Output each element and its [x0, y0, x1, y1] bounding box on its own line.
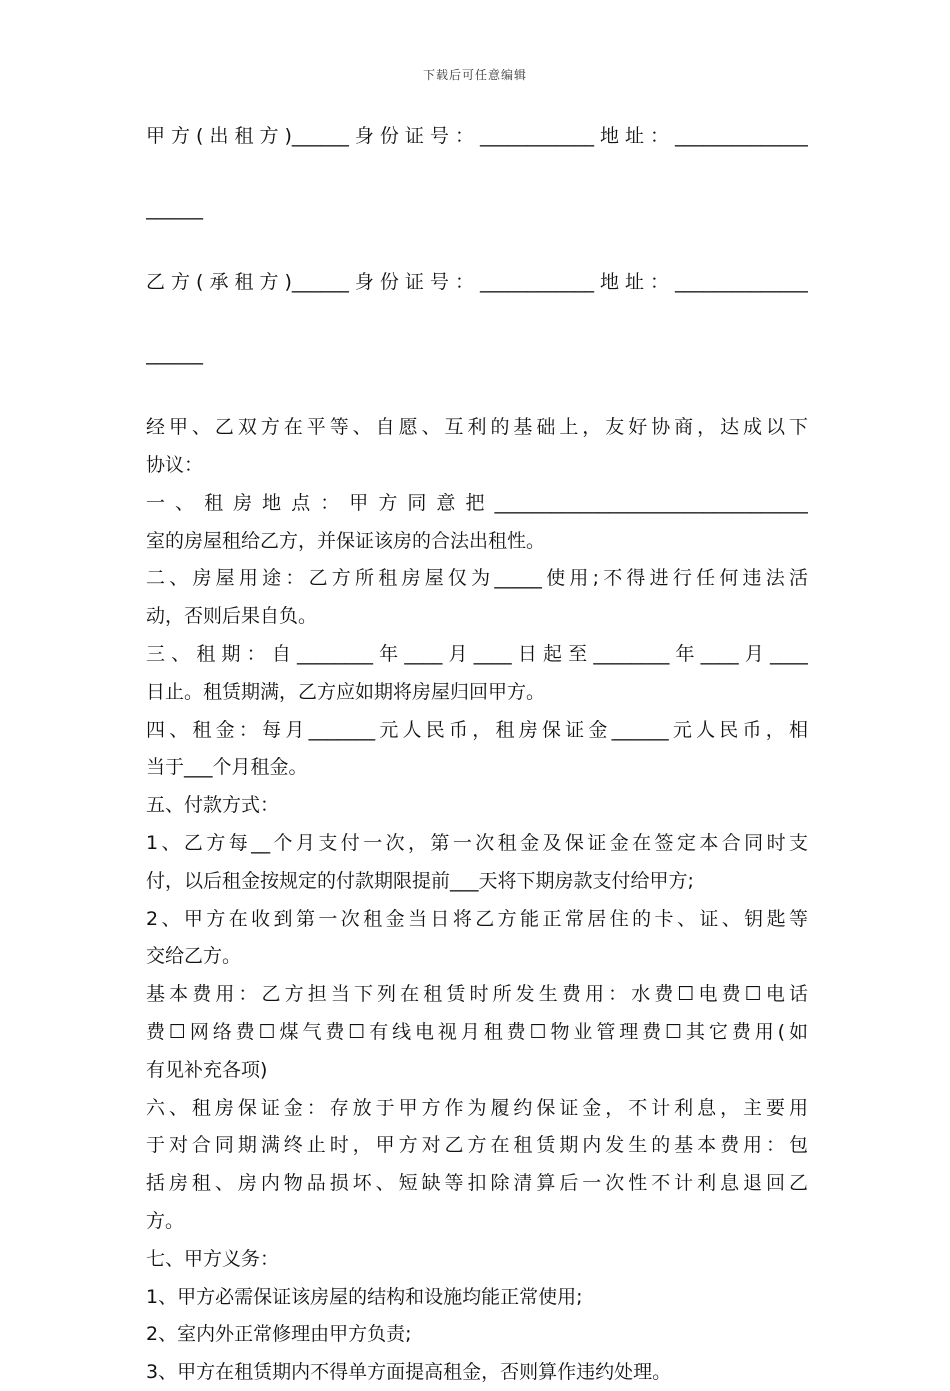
- contract-line: 于对合同期满终止时，甲方对乙方在租赁期内发生的基本费用：包: [146, 1134, 808, 1157]
- contract-line: ______: [146, 197, 203, 220]
- contract-line: 甲方(出租方)______身份证号：____________地址：______________: [146, 125, 808, 147]
- contract-line: 1、甲方必需保证该房屋的结构和设施均能正常使用;: [146, 1285, 583, 1308]
- contract-line: 五、付款方式：: [146, 794, 280, 817]
- contract-line: 付，以后租金按规定的付款期限提前___天将下期房款支付给甲方;: [146, 869, 694, 892]
- contract-line: 1、乙方每__个月支付一次，第一次租金及保证金在签定本合同时支: [146, 831, 808, 854]
- contract-line: 乙方(承租方)______身份证号：____________地址：______________: [146, 270, 808, 293]
- contract-line: 2、室内外正常修理由甲方负责;: [146, 1323, 412, 1346]
- line-spacer: [146, 228, 808, 264]
- contract-line: 协议：: [146, 453, 204, 476]
- contract-line: 一、租房地点：甲方同意把_________________________________: [146, 491, 808, 514]
- contract-line: 基本费用：乙方担当下列在租赁时所发生费用：水费☐电费☐电话: [146, 983, 808, 1006]
- contract-line: 二、房屋用途：乙方所租房屋仅为_____使用;不得进行任何违法活: [146, 567, 808, 590]
- contract-line: 交给乙方。: [146, 945, 242, 968]
- contract-line: 3、甲方在租赁期内不得单方面提高租金，否则算作违约处理。: [146, 1361, 672, 1384]
- contract-body: [146, 118, 808, 1391]
- contract-line: 室的房屋租给乙方，并保证该房的合法出租性。: [146, 529, 546, 552]
- contract-line: 动，否则后果自负。: [146, 605, 318, 628]
- contract-line: ______: [146, 343, 203, 366]
- line-spacer: [146, 300, 808, 336]
- contract-line: 日止。租赁期满，乙方应如期将房屋归回甲方。: [146, 680, 546, 703]
- line-spacer: [146, 155, 808, 191]
- page-header: 下载后可任意编辑: [422, 68, 527, 82]
- contract-line: 有见补充各项): [146, 1058, 268, 1081]
- contract-line: 经甲、乙双方在平等、自愿、互利的基础上，友好协商，达成以下: [146, 416, 808, 439]
- contract-line: 四、租金：每月_______元人民币，租房保证金______元人民币，相: [146, 718, 808, 741]
- contract-line: 六、租房保证金：存放于甲方作为履约保证金，不计利息，主要用: [146, 1096, 808, 1119]
- contract-line: 三、租期：自________年____月____日起至________年____月____: [146, 642, 808, 665]
- contract-line: 七、甲方义务：: [146, 1247, 280, 1270]
- contract-line: 方。: [146, 1209, 185, 1232]
- contract-line: 括房租、房内物品损坏、短缺等扣除清算后一次性不计利息退回乙: [146, 1172, 808, 1195]
- contract-line: 当于___个月租金。: [146, 756, 308, 779]
- contract-line: 2、甲方在收到第一次租金当日将乙方能正常居住的卡、证、钥匙等: [146, 907, 808, 930]
- line-spacer: [146, 373, 808, 409]
- contract-line: 费☐网络费☐煤气费☐有线电视月租费☐物业管理费☐其它费用(如: [146, 1020, 808, 1043]
